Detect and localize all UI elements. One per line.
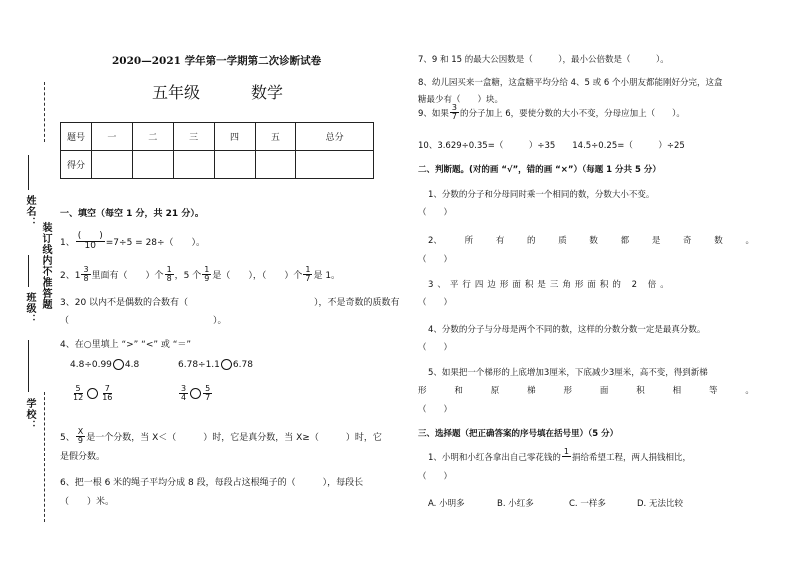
- fraction: [179, 385, 188, 402]
- judge-1: 1、分数的分子和分母同时乘一个相同的数，分数大小不变。: [428, 190, 655, 200]
- judge-5-word: 面: [599, 386, 609, 396]
- compare-circle[interactable]: [221, 359, 232, 370]
- table-header-cell: 四: [214, 123, 255, 151]
- score-row-label: 得分: [61, 151, 92, 179]
- fraction: [71, 385, 85, 402]
- q1-fraction: [76, 232, 105, 251]
- option-d[interactable]: D. 无法比较: [637, 499, 683, 509]
- judge-2-word: 都: [620, 236, 630, 246]
- binding-warning: 装订线内不准答题: [40, 222, 51, 310]
- denominator: 7: [451, 112, 458, 121]
- numerator: 5: [75, 384, 81, 393]
- judge-5-word: 原: [490, 386, 500, 396]
- question-5-line2: 是假分数。: [60, 452, 106, 462]
- question-2: [60, 266, 340, 283]
- subject-label: 数学: [251, 83, 284, 102]
- school-blank: [28, 340, 29, 392]
- denominator: 7: [305, 274, 311, 283]
- score-cell[interactable]: [255, 151, 296, 179]
- section3-title: 三、选择题（把正确答案的序号填在括号里）（5 分）: [418, 429, 619, 439]
- denominator: 8: [83, 274, 89, 283]
- option-a[interactable]: A. 小明多: [428, 499, 465, 509]
- question-3-line1: 3、20 以内不是偶数的合数有（ ），不是奇数的质数有: [60, 298, 400, 308]
- numerator: 3: [181, 384, 187, 393]
- judge-5-word: 相: [672, 386, 682, 396]
- judge-5-word: 梯: [527, 386, 536, 396]
- q4-expression: 4.8: [124, 359, 140, 370]
- question-8-line2: 糖最少有（ ）块。: [418, 95, 504, 105]
- judge-5-word: 形: [418, 386, 427, 396]
- table-header-cell: 题号: [61, 123, 92, 151]
- q4-compare-3: [70, 385, 115, 402]
- denominator: 4: [181, 393, 187, 402]
- q5-text: 是一个分数，当 X＜（ ）时，它是真分数，当 X≥（ ）时，它: [86, 433, 382, 443]
- score-cell[interactable]: [296, 151, 374, 179]
- q4-expression: 4.8÷0.99: [70, 359, 112, 370]
- judge-5-line1: 5、如果把一个梯形的上底增加3厘米，下底减少3厘米，高不变，得到新梯: [428, 368, 708, 378]
- fraction: [100, 385, 114, 402]
- denominator: 16: [102, 393, 113, 402]
- q1-numerator-blank[interactable]: ( ): [77, 231, 103, 241]
- score-cell[interactable]: [132, 151, 173, 179]
- binding-dashed-line: [44, 82, 45, 142]
- denominator: 12: [73, 393, 84, 402]
- numerator: X: [77, 427, 84, 436]
- section1-title: 一、填空（每空 1 分，共 21 分）。: [60, 209, 204, 219]
- judge-4-answer[interactable]: （ ）: [418, 343, 453, 353]
- numerator: 3: [451, 103, 458, 112]
- fraction: [76, 428, 85, 445]
- judge-2-word: 所: [464, 236, 474, 246]
- class-blank: [28, 255, 29, 287]
- judge-2-word: 质: [558, 236, 567, 246]
- compare-circle[interactable]: [113, 359, 124, 370]
- judge-2: [428, 234, 754, 246]
- binding-dashed-line: [44, 392, 45, 522]
- numerator: 1: [563, 447, 570, 456]
- judge-4: 4、分数的分子与分母是两个不同的数，这样的分数分数一定是最真分数。: [428, 325, 706, 335]
- q2-text: ，5 个: [174, 271, 202, 281]
- denominator: 9: [77, 436, 84, 445]
- fraction: [203, 385, 212, 402]
- denominator: [563, 457, 570, 465]
- question-9: [418, 104, 685, 121]
- table-header-cell: 五: [255, 123, 296, 151]
- judge-2-word: 奇: [683, 236, 692, 246]
- judge-2-word: 2、: [428, 236, 442, 246]
- numerator: 1: [305, 265, 311, 274]
- judge-2-word: 。: [745, 236, 754, 246]
- table-header-cell: 一: [92, 123, 133, 151]
- name-blank: [28, 155, 29, 190]
- q4-compare-4: [178, 385, 213, 402]
- question-5-line1: [60, 428, 382, 445]
- numerator: 1: [204, 265, 210, 274]
- fraction: [450, 104, 459, 121]
- denominator: 9: [204, 274, 210, 283]
- q4-expression: 6.78: [232, 359, 253, 370]
- numerator: 5: [205, 384, 211, 393]
- compare-circle[interactable]: [190, 388, 201, 399]
- judge-5-answer[interactable]: （ ）: [418, 405, 453, 415]
- q4-expression: 6.78÷1.1: [178, 359, 220, 370]
- judge-3: 3、平行四边形面积是三角形面积的 2 倍。: [428, 280, 673, 290]
- judge-3-answer[interactable]: （ ）: [418, 298, 453, 308]
- question-7: 7、9 和 15 的最大公因数是（ ），最小公倍数是（ ）。: [418, 55, 669, 65]
- judge-2-answer[interactable]: （ ）: [418, 255, 453, 265]
- choice-1-text: 1、小明和小红各拿出自己零花钱的: [428, 452, 561, 463]
- fraction: [81, 266, 90, 283]
- exam-title: 2020—2021 学年第一学期第二次诊断试卷: [112, 55, 322, 67]
- score-table-score-row: [61, 151, 374, 179]
- option-b[interactable]: B. 小红多: [497, 499, 534, 509]
- score-table-header-row: [61, 123, 374, 151]
- section2-title: 二、判断题。(对的画 “√”，错的画 “×”）（每题 1 分共 5 分）: [418, 165, 661, 175]
- score-table: [60, 122, 374, 179]
- judge-1-answer[interactable]: （ ）: [418, 208, 453, 218]
- table-header-cell: 二: [132, 123, 173, 151]
- question-8-line1: 8、幼儿园买来一盒糖，这盒糖平均分给 4、5 或 6 个小朋友都能刚好分完，这盒: [418, 78, 723, 88]
- question-4-intro: 4、在○里填上 “>” “<” 或 “＝”: [60, 340, 192, 350]
- judge-5-word: 形: [563, 386, 573, 396]
- table-header-cell: 三: [173, 123, 214, 151]
- judge-2-word: 的: [527, 236, 536, 246]
- q9-text: 9、如果: [418, 108, 449, 119]
- choice-1: [428, 448, 691, 465]
- judge-5-word: 等: [709, 386, 718, 396]
- q2-text: 是（ ），（ ）个: [212, 271, 303, 281]
- name-label: 姓名：: [24, 195, 35, 228]
- q9-text: 的分子加上 6，要使分数的大小不变，分母应加上（ ）。: [460, 108, 685, 119]
- q4-compare-1: [70, 359, 139, 370]
- numerator: 3: [83, 265, 89, 274]
- question-10: 10、3.629÷0.35=（ ）÷35 14.5÷0.25=（ ）÷25: [418, 141, 685, 151]
- q1-number: 1、: [60, 238, 75, 248]
- q2-text: 是 1。: [313, 271, 341, 281]
- question-1: [60, 232, 205, 251]
- school-label: 学校：: [24, 398, 35, 431]
- numerator: 1: [166, 265, 172, 274]
- fraction: [562, 448, 571, 465]
- fraction: [165, 266, 174, 283]
- question-3-line2: （ ）。: [60, 316, 227, 326]
- judge-2-word: 有: [495, 236, 505, 246]
- class-label: 班级：: [24, 292, 35, 325]
- choice-1-answer[interactable]: （ ）: [418, 472, 453, 482]
- denominator: 7: [205, 393, 211, 402]
- grade-label: 五年级: [152, 83, 201, 102]
- q1-denominator: 10: [84, 241, 96, 251]
- judge-2-word: 数: [714, 236, 723, 246]
- judge-5-word: 和: [454, 386, 463, 396]
- choice-1-text: 捐给希望工程，两人捐钱相比，: [572, 452, 692, 463]
- judge-5-word: 积: [636, 386, 645, 396]
- q4-compare-2: [178, 359, 253, 370]
- numerator: 7: [104, 384, 110, 393]
- q1-text: =7÷5 = 28÷（ ）。: [105, 238, 206, 248]
- judge-5-line2: [418, 384, 754, 396]
- compare-circle[interactable]: [87, 388, 98, 399]
- score-cell[interactable]: [173, 151, 214, 179]
- option-c[interactable]: C. 一样多: [569, 499, 606, 509]
- q2-text: 里面有（ ）个: [91, 271, 164, 281]
- fraction: [202, 266, 211, 283]
- denominator: 8: [166, 274, 172, 283]
- q5-text: 5、: [60, 433, 75, 443]
- fraction: [303, 266, 312, 283]
- question-6-line2: （ ）米。: [60, 497, 115, 507]
- score-cell[interactable]: [214, 151, 255, 179]
- q2-text: 2、1: [60, 271, 81, 281]
- judge-2-word: 数: [589, 236, 598, 246]
- judge-2-word: 是: [651, 236, 661, 246]
- table-header-cell: 总分: [296, 123, 374, 151]
- judge-5-word: 。: [745, 386, 754, 396]
- question-6-line1: 6、把一根 6 米的绳子平均分成 8 段，每段占这根绳子的（ ），每段长: [60, 478, 364, 488]
- score-cell[interactable]: [92, 151, 133, 179]
